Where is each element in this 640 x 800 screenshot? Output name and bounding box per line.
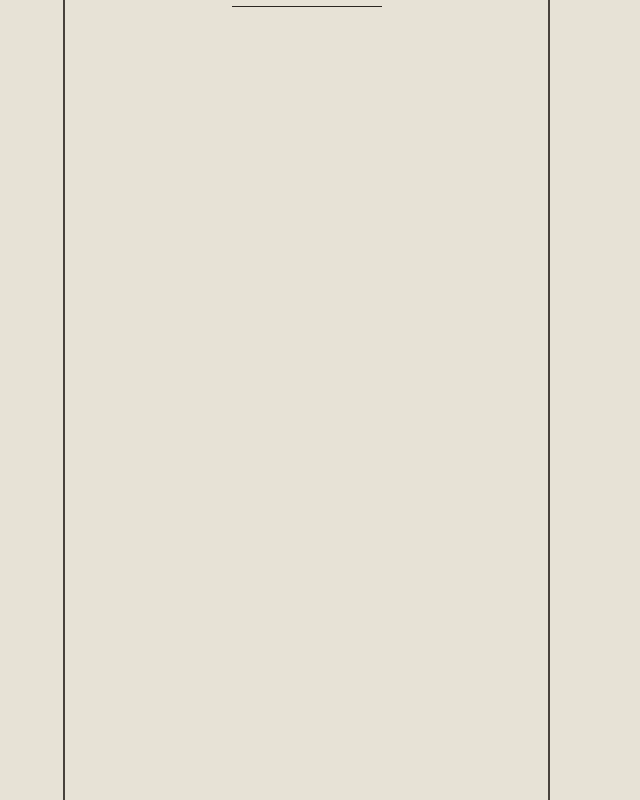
section-divider [232, 6, 382, 7]
left-column [0, 0, 58, 800]
article-headline [72, 17, 542, 39]
column-rule-left [63, 0, 65, 800]
right-column [557, 0, 640, 800]
column-rule-right [548, 0, 550, 800]
main-column [72, 0, 542, 800]
